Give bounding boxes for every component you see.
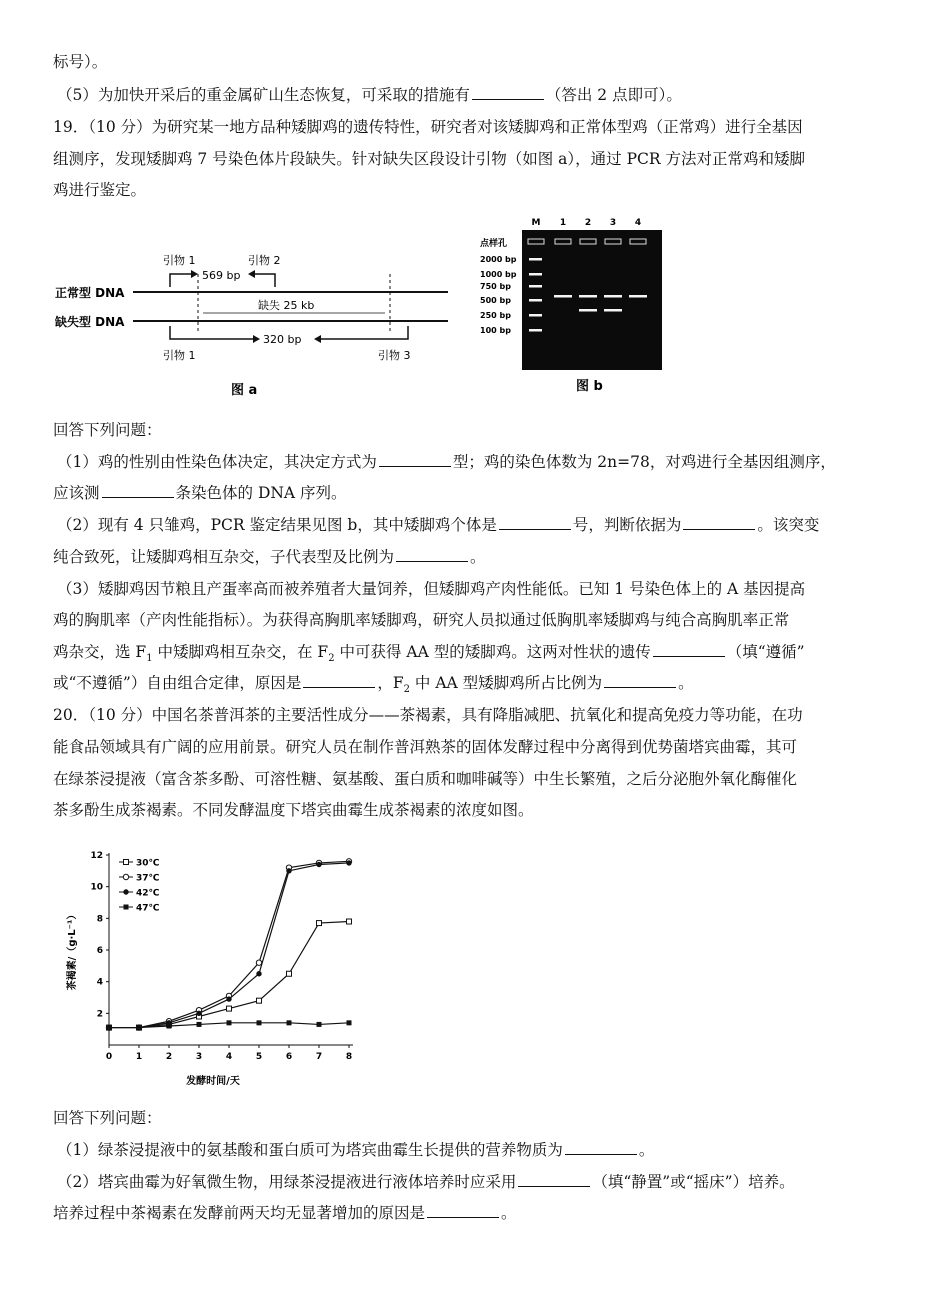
x-tick-label: 5 [255,1052,263,1062]
ladder-band [529,299,542,302]
y-tick-label: 12 [90,851,103,861]
series-line [109,922,349,1028]
text-line: 培养过程中茶褐素在发酵前两天均无显著增加的原因是 。 [53,1204,517,1222]
data-point [257,998,262,1003]
legend-label: 30℃ [136,858,160,869]
text-line: 鸡的胸肌率（产肉性能指标）。为获得高胸肌率矮脚鸡，研究人员拟通过低胸肌率矮脚鸡与纯合高胸肌率正常 [53,611,790,629]
legend-label: 42℃ [136,888,160,899]
data-point [316,862,321,867]
y-tick-label: 2 [96,1009,103,1020]
bp569-label: 569 bp [202,269,241,282]
y-axis-label: 茶褐素/（g·L⁻¹） [67,909,78,991]
gel [522,230,662,370]
primer1-bottom-label: 引物 1 [163,349,196,362]
data-point [107,1025,112,1030]
y-tick-label: 8 [96,914,103,925]
ladder-label: 250 bp [480,311,511,320]
answer-blank[interactable] [472,85,544,100]
x-tick-label: 6 [285,1052,293,1062]
text-line: 茶多酚生成茶褐素。不同发酵温度下塔宾曲霉生成茶褐素的浓度如图。 [53,801,534,819]
x-tick-label: 1 [135,1052,143,1062]
x-tick-label: 8 [345,1052,353,1062]
deleted-dna-label: 缺失型 DNA [55,315,125,329]
sample-band [604,295,622,298]
question-20-stem: 20．（10 分）中国名茶普洱茶的主要活性成分——茶褐素，具有降脂减肥、抗氧化和提高免疫力等功能，在功 [53,706,803,724]
ladder-label: 100 bp [480,326,511,335]
data-point [137,1025,142,1030]
data-point [227,1006,232,1011]
ladder-label: 1000 bp [480,270,517,279]
data-point [123,874,128,879]
data-point [346,860,351,865]
data-point [123,889,128,894]
ladder-label: 750 bp [480,282,511,291]
text-line: 纯合致死，让矮脚鸡相互杂交，子代表型及比例为 。 [53,548,486,566]
sample-band [579,309,597,312]
data-point [286,868,291,873]
lane-label: 3 [609,218,617,228]
question-19-3: （3）矮脚鸡因节粮且产蛋率高而被养殖者大量饲养，但矮脚鸡产肉性能低。已知 1 号染色体上的 A 基因提高 [57,580,806,598]
tea-brownin-chart [63,840,363,1090]
ladder-band [529,285,542,288]
ladder-label: 500 bp [480,296,511,305]
question-20-2: （2）塔宾曲霉为好氧微生物，用绿茶浸提液进行液体培养时应采用 （填“静置”或“摇床”）培养。 [57,1173,795,1191]
well-label: 点样孔 [480,239,508,249]
ladder-band [529,273,542,276]
x-axis-label: 发酵时间/天 [186,1076,240,1087]
data-point [287,971,292,976]
x-tick-label: 4 [225,1052,233,1062]
text-line: 鸡杂交，选 $F_1$ 中矮脚鸡相互杂交，在 $F_2$ 中可获得 AA 型的矮脚鸡。这两对性状的遗传 （填“遵循” [53,643,805,665]
ladder-band [529,258,542,261]
answer-blank[interactable] [565,1140,637,1155]
answer-blank[interactable] [604,673,676,688]
y-tick-label: 4 [96,977,103,988]
legend-label: 47℃ [136,903,160,914]
answer-blank[interactable] [102,483,174,498]
ladder-band [529,314,542,317]
primer1-top-label: 引物 1 [163,254,196,267]
y-tick-label: 10 [90,882,103,893]
figure-b-caption: 图 b [576,379,603,394]
primer3-label: 引物 3 [378,349,411,362]
text-line: 回答下列问题： [53,1109,162,1127]
answer-blank[interactable] [518,1172,590,1187]
lane-label: 1 [559,218,567,228]
x-tick-label: 3 [195,1052,203,1062]
series-line [109,858,349,1027]
data-point [257,1020,262,1025]
lane-label: 4 [634,218,642,228]
ladder-band [529,329,542,332]
answer-blank[interactable] [499,515,571,530]
question-20-1: （1）绿茶浸提液中的氨基酸和蛋白质可为塔宾曲霉生长提供的营养物质为 。 [57,1141,655,1159]
x-tick-label: 2 [165,1052,173,1062]
deletion-label: 缺失 25 kb [258,299,315,312]
data-point [197,1022,202,1027]
figure-b [478,212,678,400]
answer-blank[interactable] [396,547,468,562]
question-19-stem: 19．（10 分）为研究某一地方品种矮脚鸡的遗传特性，研究者对该矮脚鸡和正常体型鸡（正常鸡）进行全基因 [53,118,803,136]
text-line: 组测序，发现矮脚鸡 7 号染色体片段缺失。针对缺失区段设计引物（如图 a），通过 PCR 方法对正常鸡和矮脚 [53,150,805,168]
data-point [347,919,352,924]
figure-a [53,212,465,400]
text-line: 在绿茶浸提液（富含茶多酚、可溶性糖、氨基酸、蛋白质和咖啡碱等）中生长繁殖，之后分泌胞外氧化酶催化 [53,770,798,788]
figure-a-caption: 图 a [231,383,258,398]
answer-blank[interactable] [683,515,755,530]
answer-blank[interactable] [379,452,451,467]
normal-dna-label: 正常型 DNA [55,286,125,300]
question-19-2: （2）现有 4 只雏鸡，PCR 鉴定结果见图 b，其中矮脚鸡个体是 号，判断依据为 。该突变 [57,516,820,534]
data-point [317,921,322,926]
data-point [287,1020,292,1025]
data-point [167,1024,172,1029]
answer-blank[interactable] [653,642,725,657]
text-line: 能食品领域具有广阔的应用前景。研究人员在制作普洱熟茶的固体发酵过程中分离得到优势菌塔宾曲霉，其可 [53,738,798,756]
data-point [317,1022,322,1027]
y-tick-label: 6 [96,946,103,956]
data-point [227,1020,232,1025]
answer-blank[interactable] [303,673,375,688]
bp320-label: 320 bp [263,333,302,346]
legend-label: 37℃ [136,873,160,884]
text-line: 回答下列问题： [53,421,162,439]
lane-label: M [531,218,541,228]
x-tick-label: 0 [105,1052,113,1062]
answer-blank[interactable] [427,1203,499,1218]
sample-band [554,295,572,298]
data-point [256,960,261,965]
sample-band [629,295,647,298]
x-tick-label: 7 [315,1052,323,1062]
text-line: 或“不遵循”）自由组合定律，原因是 ，$F_2$ 中 AA 型矮脚鸡所占比例为 。 [53,674,694,696]
data-point [124,860,129,865]
data-point [347,1020,352,1025]
sample-band [604,309,622,312]
text-line: 鸡进行鉴定。 [53,181,147,199]
data-point [256,971,261,976]
question-19-1: （1）鸡的性别由性染色体决定，其决定方式为 型；鸡的染色体数为 2n=78，对鸡进行全基因组测序， [57,453,836,471]
text-line: 标号）。 [53,53,108,71]
lane-label: 2 [584,218,592,228]
ladder-label: 2000 bp [480,255,517,264]
primer2-label: 引物 2 [248,254,281,267]
text-line: 应该测 条染色体的 DNA 序列。 [53,484,347,502]
data-point [196,1011,201,1016]
data-point [226,996,231,1001]
data-point [124,905,129,910]
sample-band [579,295,597,298]
question-18-5: （5）为加快开采后的重金属矿山生态恢复，可采取的措施有 （答出 2 点即可）。 [57,86,682,104]
